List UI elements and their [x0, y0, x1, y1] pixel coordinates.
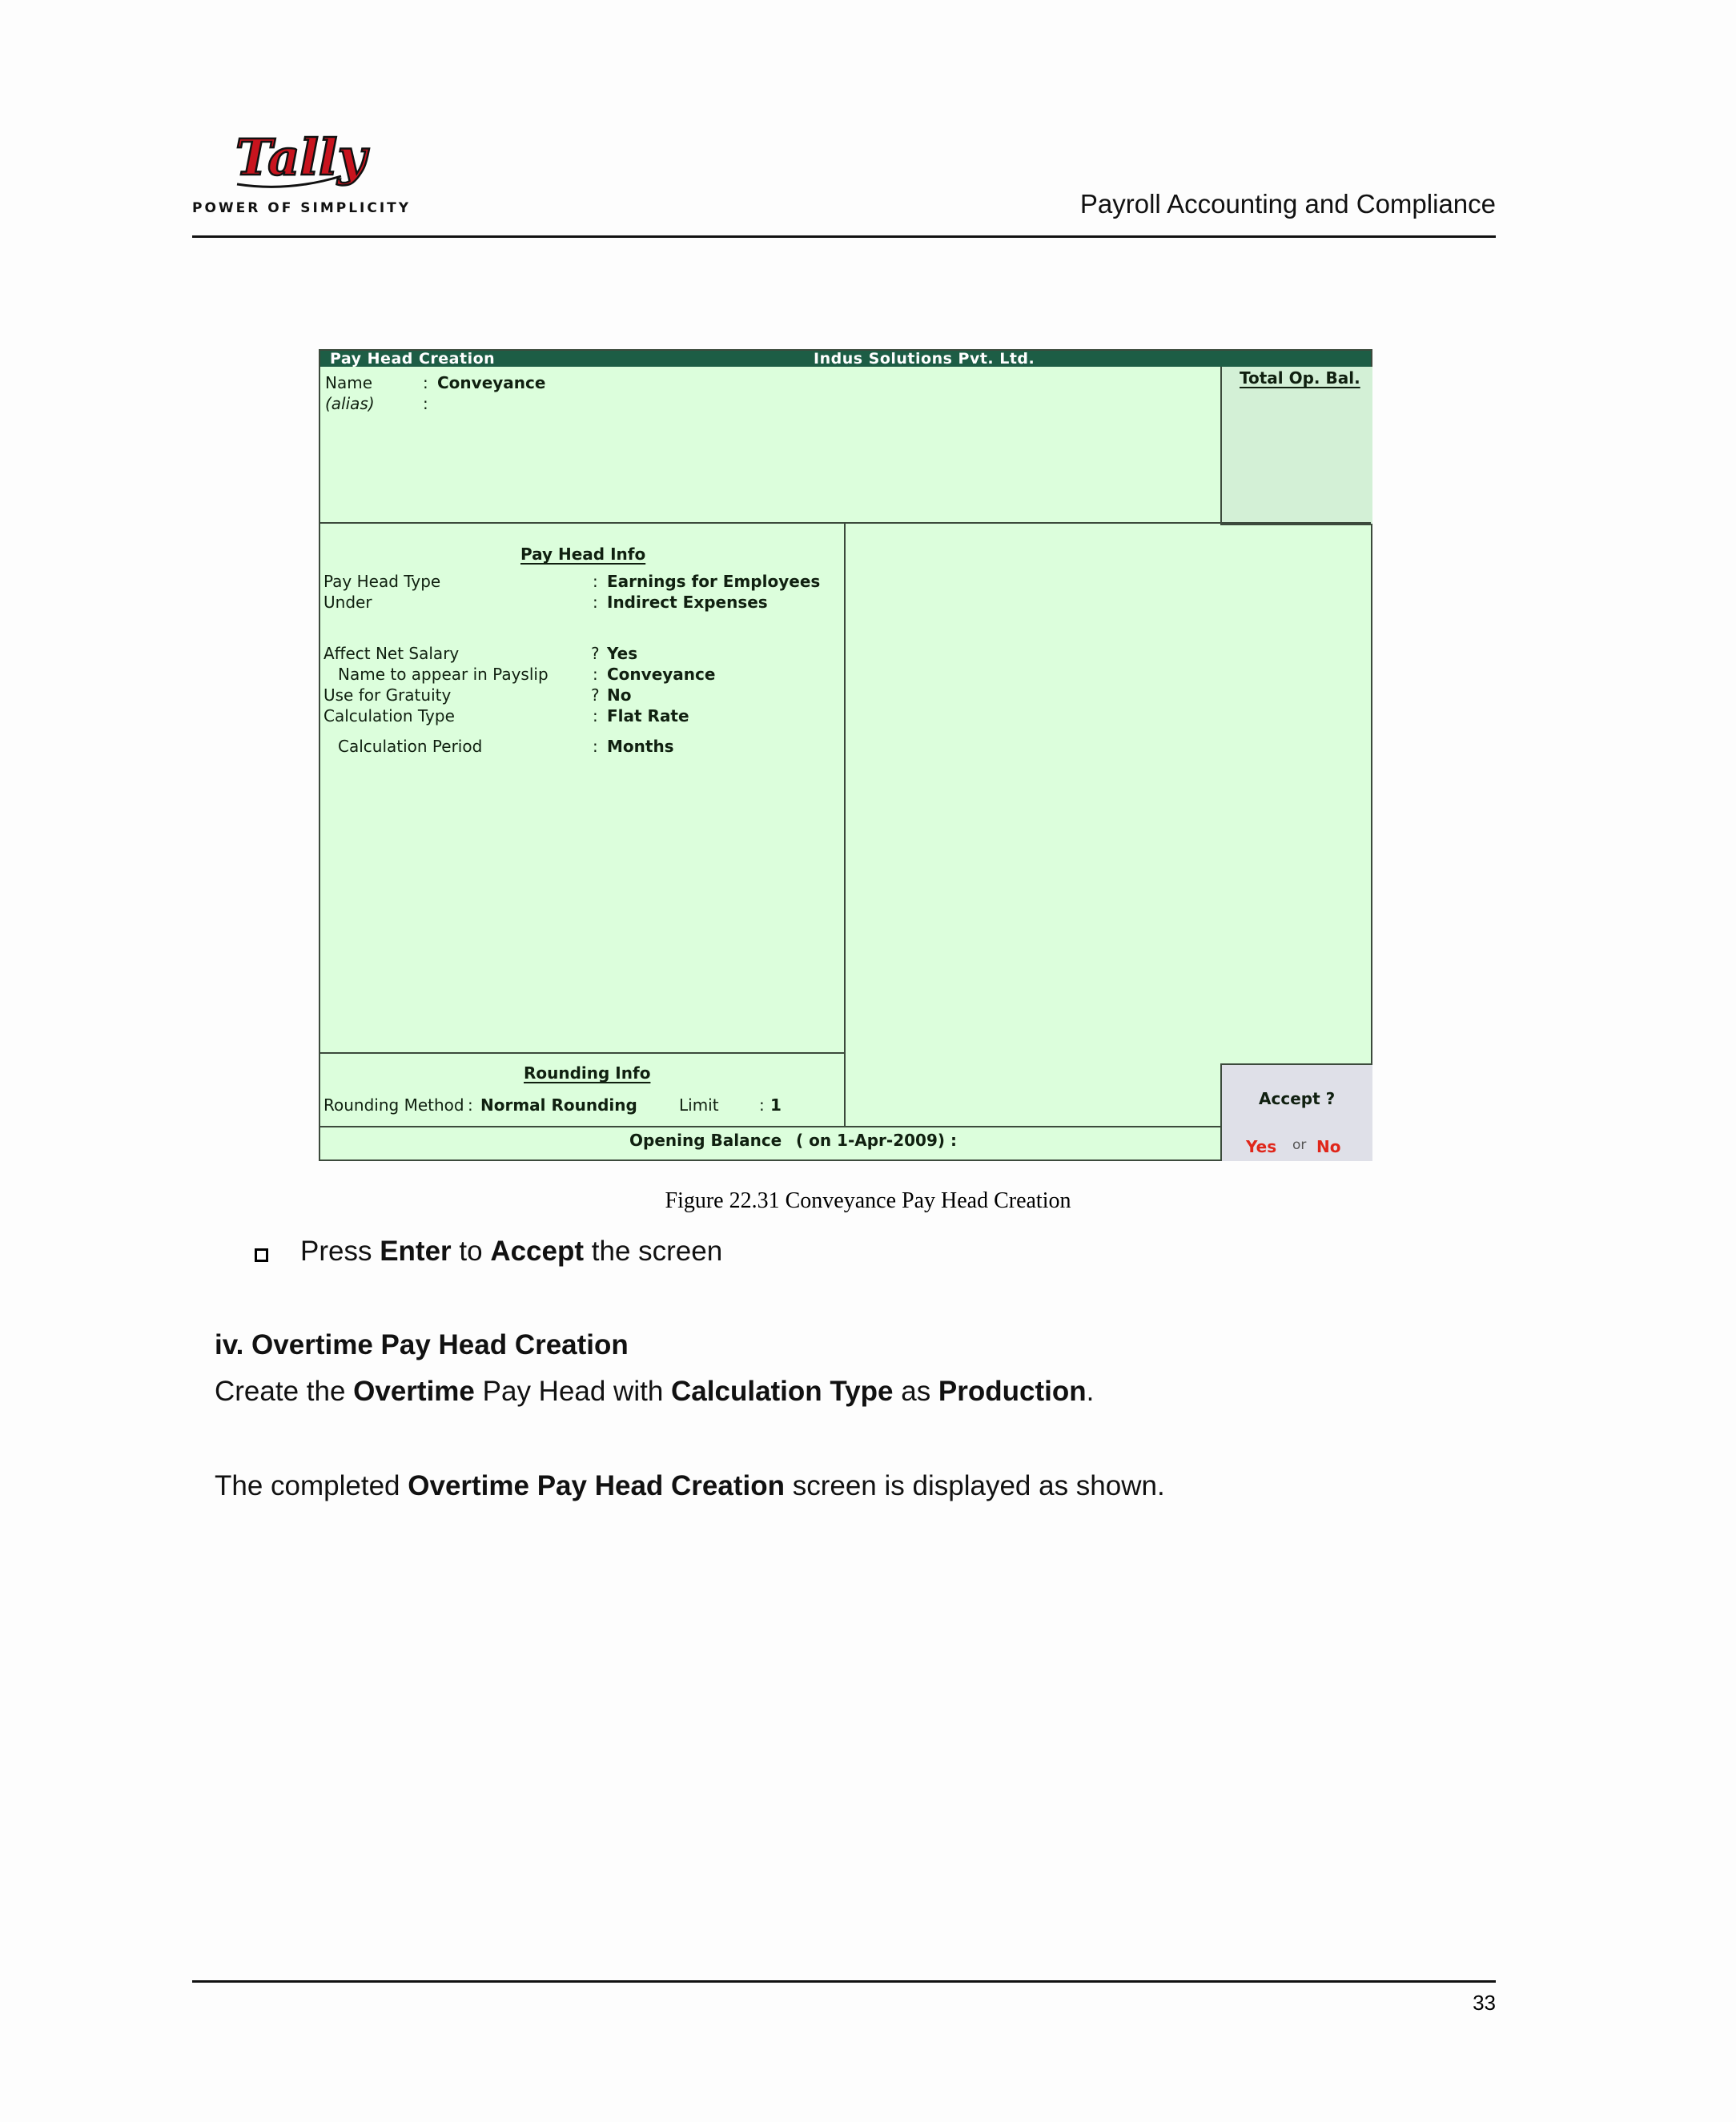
running-title: Payroll Accounting and Compliance — [1079, 189, 1496, 219]
field-label-calculation-period: Calculation Period — [338, 737, 483, 756]
total-op-bal-panel — [1220, 367, 1372, 525]
accept-no-option[interactable]: No — [1316, 1137, 1341, 1156]
tally-pay-head-creation-screen — [319, 349, 1372, 1161]
column-divider — [844, 522, 846, 1127]
field-value-under[interactable]: Indirect Expenses — [607, 593, 768, 612]
accept-or-text: or — [1292, 1137, 1307, 1153]
rounding-method-label: Rounding Method — [323, 1095, 464, 1115]
alias-separator: : — [423, 394, 428, 413]
alias-label: (alias) — [325, 394, 375, 413]
field-value-use-for-gratuity[interactable]: No — [607, 685, 632, 705]
page-number: 33 — [1473, 1991, 1496, 2015]
field-sep: : — [593, 572, 598, 591]
field-value-pay-head-type[interactable]: Earnings for Employees — [607, 572, 821, 591]
field-value-calculation-type[interactable]: Flat Rate — [607, 706, 689, 725]
field-sep: : — [593, 737, 598, 756]
screen-title: Pay Head Creation — [330, 350, 496, 368]
limit-label: Limit — [679, 1095, 719, 1115]
field-label-payslip-name: Name to appear in Payslip — [338, 665, 549, 684]
header-divider — [192, 235, 1496, 238]
field-sep: : — [593, 665, 598, 684]
field-sep: : — [593, 593, 598, 612]
footer-divider — [192, 1980, 1496, 1983]
field-sep: ? — [591, 685, 600, 705]
bullet-instruction: Press Enter to Accept the screen — [300, 1236, 723, 1267]
field-value-calculation-period[interactable]: Months — [607, 737, 674, 756]
field-label-use-for-gratuity: Use for Gratuity — [323, 685, 452, 705]
field-sep: : — [593, 706, 598, 725]
opening-balance-divider — [320, 1126, 1222, 1127]
figure-caption: Figure 22.31 Conveyance Pay Head Creation — [665, 1188, 1071, 1213]
accept-prompt: Accept ? — [1259, 1089, 1336, 1108]
name-label: Name — [325, 373, 373, 392]
bullet-square-icon — [255, 1248, 268, 1262]
field-sep: ? — [591, 644, 600, 663]
accept-yes-option[interactable]: Yes — [1246, 1137, 1277, 1156]
tally-logo — [232, 128, 367, 192]
limit-value[interactable]: 1 — [770, 1095, 782, 1115]
total-op-bal-label: Total Op. Bal. — [1240, 368, 1360, 388]
field-value-affect-net-salary[interactable]: Yes — [607, 644, 638, 663]
opening-balance-date: ( on 1-Apr-2009) : — [796, 1131, 957, 1150]
opening-balance-label: Opening Balance — [629, 1131, 782, 1150]
screen-title-bar — [320, 351, 1371, 367]
company-name: Indus Solutions Pvt. Ltd. — [814, 350, 1035, 368]
accept-dialog — [1220, 1063, 1372, 1161]
result-paragraph: The completed Overtime Pay Head Creation screen is displayed as shown. — [215, 1470, 1165, 1501]
field-label-pay-head-type: Pay Head Type — [323, 572, 441, 591]
rounding-method-value[interactable]: Normal Rounding — [480, 1095, 637, 1115]
logo-wordmark: Tally — [235, 128, 367, 187]
field-label-under: Under — [323, 593, 372, 612]
limit-separator: : — [759, 1095, 765, 1115]
field-label-calculation-type: Calculation Type — [323, 706, 455, 725]
section-divider — [320, 522, 1371, 524]
section-heading: iv. Overtime Pay Head Creation — [215, 1329, 629, 1360]
instruction-paragraph: Create the Overtime Pay Head with Calculation Type as Production. — [215, 1376, 1095, 1407]
rounding-method-separator: : — [468, 1095, 473, 1115]
field-label-affect-net-salary: Affect Net Salary — [323, 644, 460, 663]
name-field[interactable]: Conveyance — [437, 373, 546, 392]
rounding-info-title: Rounding Info — [524, 1063, 651, 1083]
logo-tagline: POWER OF SIMPLICITY — [192, 200, 412, 216]
name-separator: : — [423, 373, 428, 392]
field-value-payslip-name[interactable]: Conveyance — [607, 665, 716, 684]
pay-head-info-title: Pay Head Info — [520, 545, 646, 564]
rounding-divider — [320, 1052, 846, 1054]
